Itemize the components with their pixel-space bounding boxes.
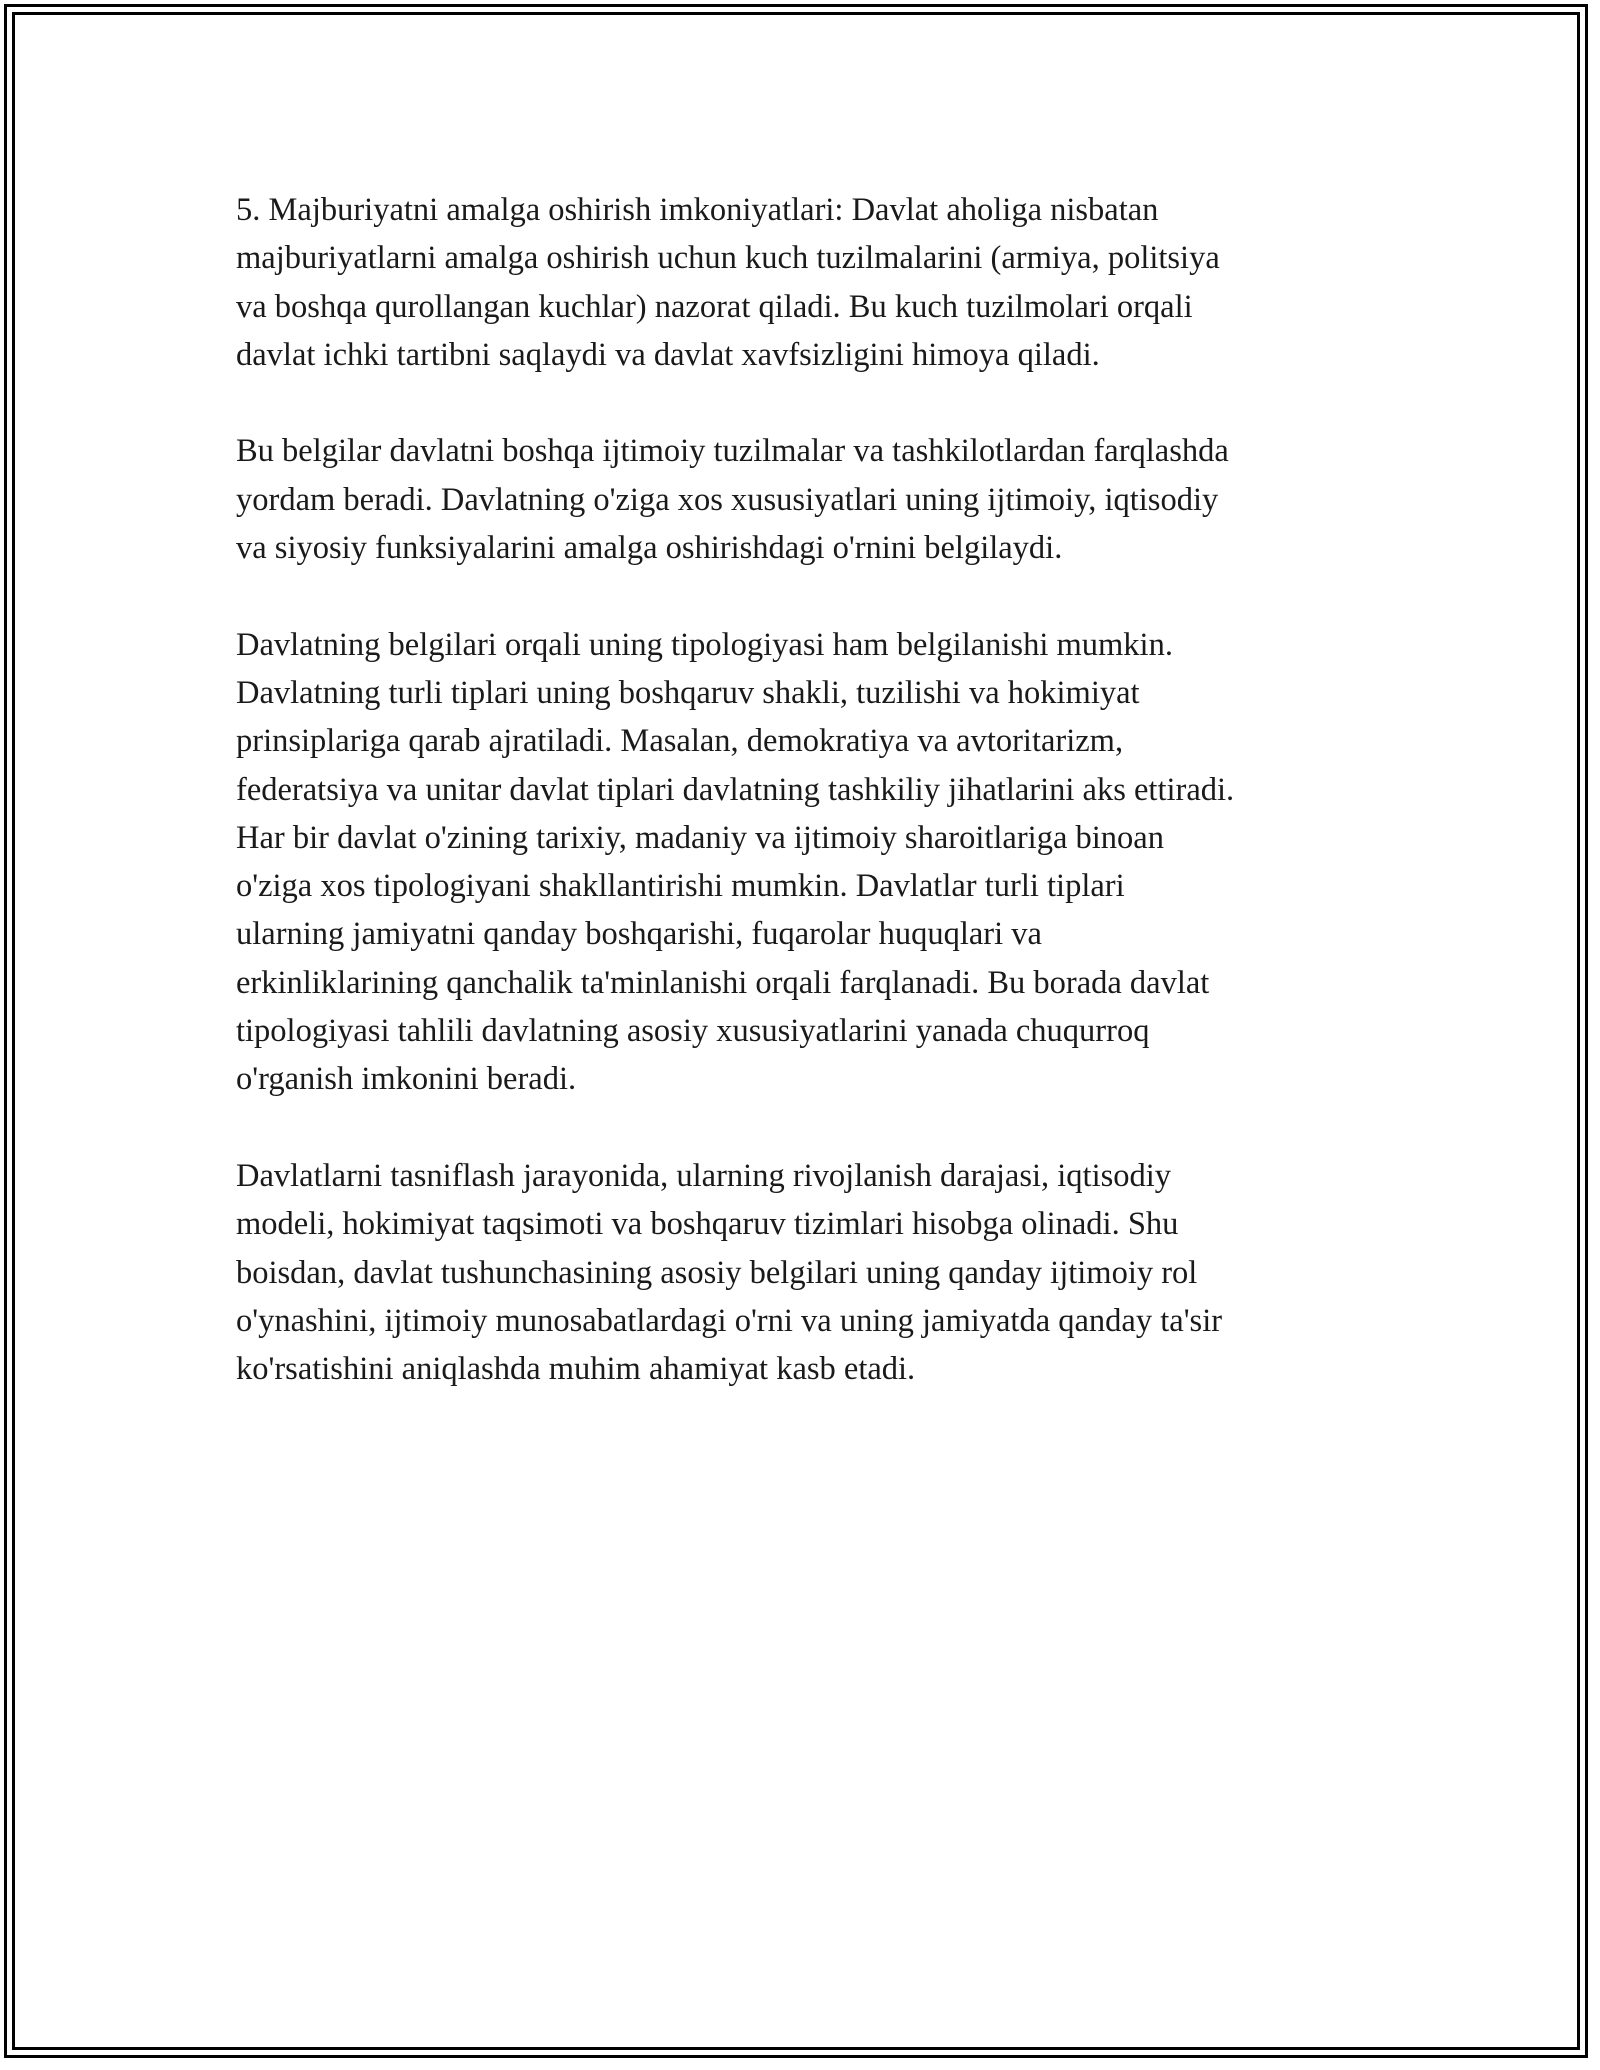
text-line: Bu belgilar davlatni boshqa ijtimoiy tuzilmalar va tashkilotlardan farqlashda [236, 433, 1229, 470]
text-line: ko'rsatishini aniqlashda muhim ahamiyat kasb etadi. [236, 1351, 916, 1388]
text-line: Har bir davlat o'zining tarixiy, madaniy va ijtimoiy sharoitlariga binoan [236, 819, 1164, 856]
text-line: tipologiyasi tahlili davlatning asosiy xususiyatlarini yanada chuqurroq [236, 1013, 1150, 1050]
paragraph-typology [236, 621, 1366, 1104]
text-line: yordam beradi. Davlatning o'ziga xos xususiyatlari uning ijtimoiy, iqtisodiy [236, 481, 1219, 518]
text-line: o'rganish imkonini beradi. [236, 1061, 577, 1098]
text-line: Davlatlarni tasniflash jarayonida, ularning rivojlanish darajasi, iqtisodiy [236, 1157, 1172, 1194]
text-line: o'ynashini, ijtimoiy munosabatlardagi o'rni va uning jamiyatda qanday ta'sir [236, 1302, 1223, 1339]
text-line: va boshqa qurollangan kuchlar) nazorat qiladi. Bu kuch tuzilmolari orqali [236, 288, 1193, 325]
document-body [236, 186, 1366, 1442]
text-line: modeli, hokimiyat taqsimoti va boshqaruv tizimlari hisobga olinadi. Shu [236, 1206, 1179, 1243]
text-line: o'ziga xos tipologiyani shakllantirishi mumkin. Davlatlar turli tiplari [236, 868, 1125, 905]
text-line: 5. Majburiyatni amalga oshirish imkoniyatlari: Davlat aholiga nisbatan [236, 192, 1159, 228]
paragraph-enforcement [236, 186, 1366, 379]
text-line: erkinliklarining qanchalik ta'minlanishi orqali farqlanadi. Bu borada davlat [236, 964, 1210, 1001]
text-line: va siyosiy funksiyalarini amalga oshirishdagi o'rnini belgilaydi. [236, 530, 1063, 567]
text-line: ularning jamiyatni qanday boshqarishi, fuqarolar huquqlari va [236, 916, 1042, 953]
text-line: prinsiplariga qarab ajratiladi. Masalan, demokratiya va avtoritarizm, [236, 723, 1124, 760]
text-line: Davlatning belgilari orqali uning tipologiyasi ham belgilanishi mumkin. [236, 626, 1173, 663]
text-line: davlat ichki tartibni saqlaydi va davlat xavfsizligini himoya qiladi. [236, 336, 1100, 373]
text-line: majburiyatlarni amalga oshirish uchun kuch tuzilmalarini (armiya, politsiya [236, 240, 1220, 277]
text-line: federatsiya va unitar davlat tiplari davlatning tashkiliy jihatlarini aks ettiradi. [236, 771, 1235, 808]
paragraph-classification [236, 1152, 1366, 1393]
text-line: boisdan, davlat tushunchasining asosiy belgilari uning qanday ijtimoiy rol [236, 1254, 1198, 1291]
paragraph-distinction [236, 427, 1366, 572]
text-line: Davlatning turli tiplari uning boshqaruv shakli, tuzilishi va hokimiyat [236, 674, 1140, 711]
